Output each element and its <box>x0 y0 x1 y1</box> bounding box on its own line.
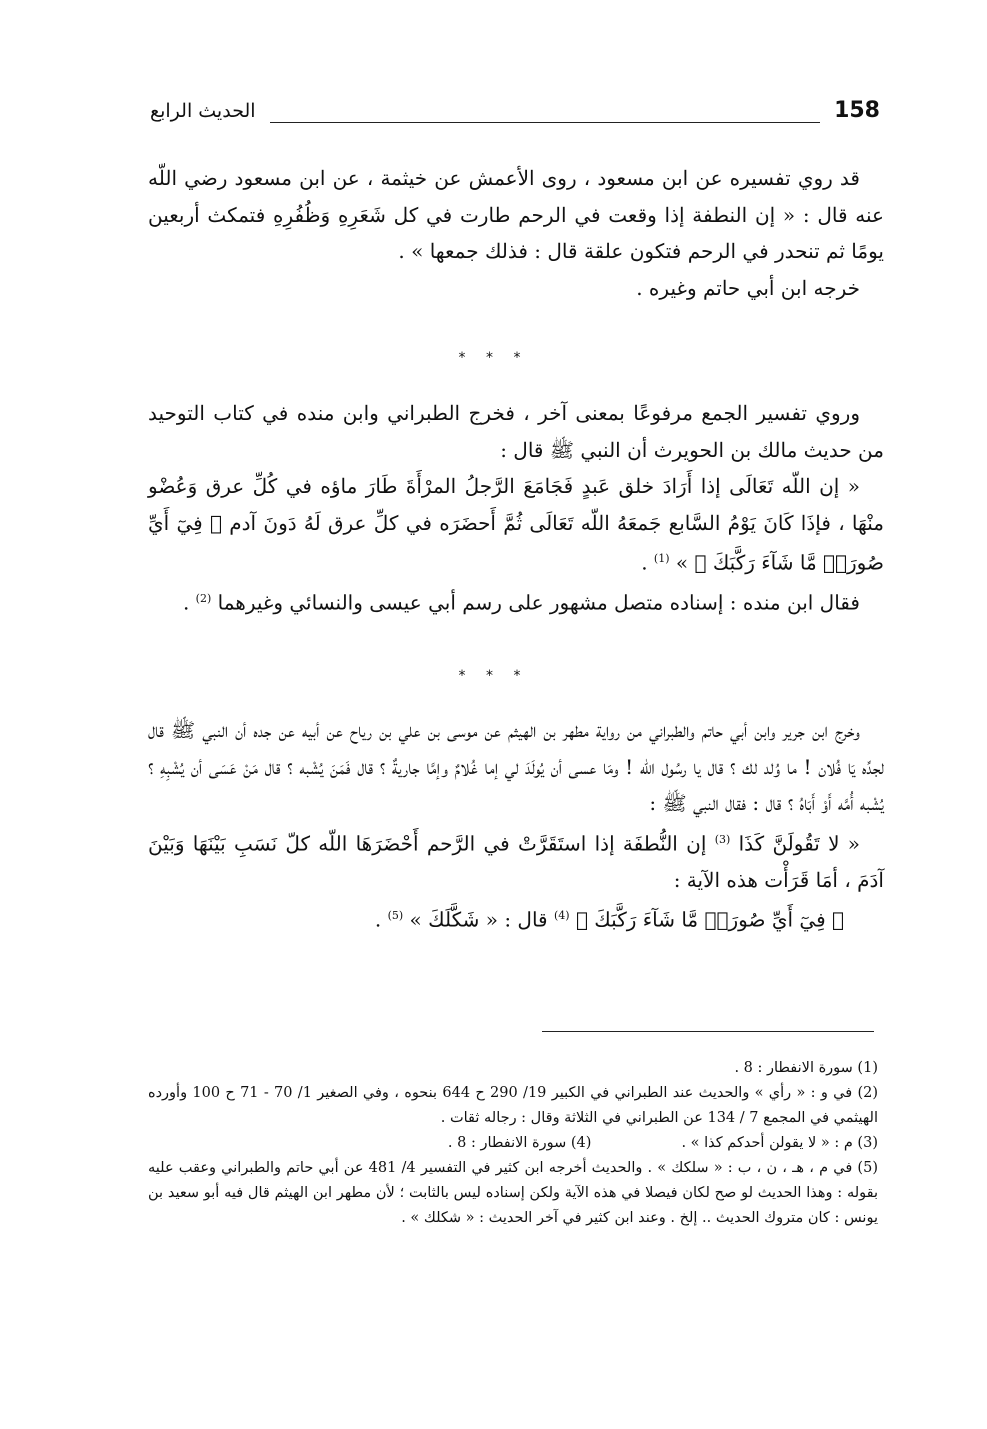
ibn-mandah-comment: فقال ابن منده : إسناده متصل مشهور على رسم أبي عيسى والنسائي وغيرهما <box>217 590 860 615</box>
footnote-ref-5: (5) <box>387 909 404 923</box>
block3-verse-line: ﴿ فِيٓ أَيِّ صُورَةٖ مَّا شَآءَ رَكَّبَكَ ﴾ $^{(4)}$ قال : « شَكَّلَكَ » $^{(5)}$ . <box>374 907 844 932</box>
block1-paragraph-2: خرجه ابن أبي حاتم وغيره . <box>636 275 860 300</box>
footnote-ref-4: (4) <box>553 909 570 923</box>
footnote-ref-1: (1) <box>653 552 670 565</box>
verse-explanation: قال : « شَكَّلَكَ » <box>409 907 548 932</box>
block3-paragraph-1: وخرج ابن جرير وابن أبي حاتم والطبراني من رواية مطهر بن الهيثم عن موسى بن علي بن رياح عن أبيه عن جده أن النبي ﷺ قال لجدِّه يَا فُلان ! ما وُلد لك ؟ قال يا رسُول اللّه ! ومَا عسى أن يُولَدَ لي إما غُلامٌ وإمَّا جاريةٌ ؟ قال فَمَنَ يُشْبه ؟ قال مَنْ عَسَى أن يُشْبِهِ ؟ يُشْبه أُمَّه أَوْ أَبَاهُ ؟ قال : فقال النبي ﷺ : <box>148 718 884 815</box>
hadith-quote-2a: « لا تَقُولَنَّ كَذَا <box>738 831 861 856</box>
running-title: الحديث الرابع <box>150 100 256 122</box>
quran-verse: ﴿ فِيٓ أَيِّ صُورَةٖ مَّا شَآءَ رَكَّبَكَ ﴾ <box>575 907 844 932</box>
page-header <box>150 98 880 138</box>
footnotes <box>148 1056 878 1231</box>
block2-hadith-text: « إن اللّه تَعَالَى إذا أَرَادَ خلق عَبدٍ فَجَامَعَ الرَّجلُ المرْأَةَ طَارَ ماؤه في كُلِّ عرق وَعُضْو منْهَا ، فإذَا كَانَ يَوْمُ السَّابع جَمعَهُ اللّه تَعَالَى ثُمَّ أَحضَرَه في كلِّ عرق لَهُ دَونَ آدم ﴿ فِيٓ أَيِّ صُورَةٖ مَّا شَآءَ رَكَّبَكَ ﴾ » $^{(1)}$ . <box>148 474 884 575</box>
footnote-ref-2: (2) <box>195 592 212 606</box>
block-3 <box>148 712 884 938</box>
page-number: 158 <box>834 98 880 123</box>
hadith-quote-2b: إن النُّطفَة إذا استَقَرَّتْ في الرَّحم أَحْضَرَهَا اللّه كلّ نَسَبِ بَيْنَهَا وَبَيْنَ آدَمَ ، أمَا قَرَأْت هذه الآية : <box>148 831 884 892</box>
footnote-2: (2) في و : « رأي » والحديث عند الطبراني في الكبير 19/ 290 ح 644 بنحوه ، وفي الصغير 1/ 70 - 71 ح 100 وأورده الهيثمي في المجمع 7 / 134 عن الطبراني في الثلاثة وقال : رجاله ثقات . <box>148 1085 879 1126</box>
footnote-5: (5) في م ، هـ ، ن ، ب : « سلكك » . والحديث أخرجه ابن كثير في التفسير 4/ 481 عن أبي حاتم والطبراني وعقب عليه بقوله : وهذا الحديث لو صح لكان فيصلا في هذه الآية ولكن إسناده ليس بالثابت ؛ لأن مطهر ابن الهيثم قال فيه أبو سعيد بن يونس : كان متروك الحديث .. إلخ . وعند ابن كثير في آخر الحديث : « شكلك » . <box>148 1160 878 1226</box>
footnote-3: (3) م : « لا يقولن أحدكم كذا » . <box>681 1135 878 1151</box>
footnote-rule <box>542 1031 874 1032</box>
block-2 <box>148 395 884 621</box>
block-1 <box>148 160 884 306</box>
hadith-quote-1: « إن اللّه تَعَالَى إذا أَرَادَ خلق عَبدٍ فَجَامَعَ الرَّجلُ المرْأَةَ طَارَ ماؤه في كُلِّ عرق وَعُضْو منْهَا ، فإذَا كَانَ يَوْمُ السَّابع جَمعَهُ اللّه تَعَالَى ثُمَّ أَحضَرَه في كلِّ عرق لَهُ دَونَ آدم ﴿ فِيٓ أَيِّ صُورَةٖ مَّا شَآءَ رَكَّبَكَ ﴾ » <box>148 474 884 575</box>
footnote-1: (1) سورة الانفطار : 8 . <box>734 1060 878 1076</box>
footnotes-3-4 <box>148 1131 878 1156</box>
block3-hadith-text <box>148 822 884 899</box>
section-separator-2: * * * <box>458 668 529 684</box>
footnote-ref-3: (3) <box>714 832 731 846</box>
block2-paragraph-1: وروي تفسير الجمع مرفوعًا بمعنى آخر ، فخرج الطبراني وابن منده في كتاب التوحيد من حديث مالك بن الحويرث أن النبي ﷺ قال : <box>148 401 884 462</box>
footnote-4: (4) سورة الانفطار : 8 . <box>447 1135 592 1151</box>
header-rule <box>270 122 820 123</box>
section-separator-1: * * * <box>458 350 529 366</box>
block2-paragraph-3: فقال ابن منده : إسناده متصل مشهور على رسم أبي عيسى والنسائي وغيرهما $^{(2)}$ . <box>182 590 860 615</box>
block1-paragraph-1: قد روي تفسيره عن ابن مسعود ، روى الأعمش عن خيثمة ، عن ابن مسعود رضي اللّه عنه قال : « إن النطفة إذا وقعت في الرحم طارت في كل شَعَرِهِ وَظُفُرِهِ فتمكث أربعين يومًا ثم تنحدر في الرحم فتكون علقة قال : فذلك جمعها » . <box>148 166 884 263</box>
